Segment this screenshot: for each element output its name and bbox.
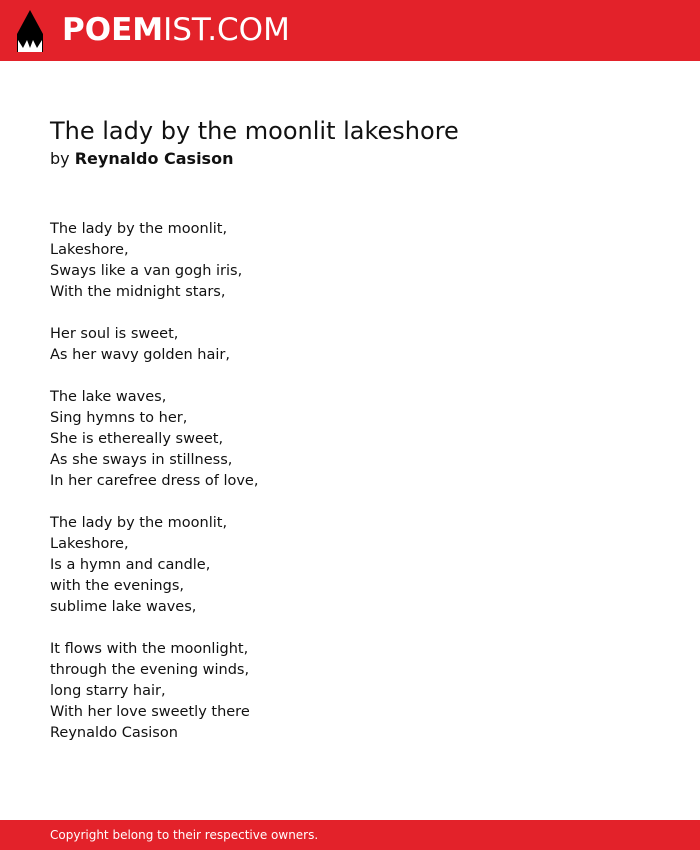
poem-title: The lady by the moonlit lakeshore: [50, 117, 459, 145]
poem-stanza: [50, 513, 258, 618]
poem-stanza: [50, 219, 258, 303]
brand-light-text: IST.COM: [163, 12, 290, 48]
poem-stanza: [50, 324, 258, 366]
site-logo[interactable]: [62, 12, 290, 48]
poem-line: The lady by the moonlit,: [50, 515, 228, 531]
poem-line: She is ethereally sweet,: [50, 431, 224, 447]
poem-line: long starry hair,: [50, 683, 166, 699]
poem-line: Her soul is sweet,: [50, 326, 179, 342]
author-name[interactable]: Reynaldo Casison: [74, 149, 234, 168]
poem-line: With the midnight stars,: [50, 284, 226, 300]
poem-line: Sing hymns to her,: [50, 410, 188, 426]
poem-line: It flows with the moonlight,: [50, 641, 249, 657]
poem-stanza: [50, 639, 258, 744]
poem-line: The lake waves,: [50, 389, 167, 405]
site-footer: [0, 820, 700, 850]
poem-line: Lakeshore,: [50, 536, 129, 552]
brand-bold-text: POEM: [62, 12, 164, 48]
poem-line: As she sways in stillness,: [50, 452, 233, 468]
poem-line: with the evenings,: [50, 578, 184, 594]
copyright-text: Copyright belong to their respective owners.: [50, 828, 319, 842]
poem-body: [50, 219, 258, 744]
poem-line: sublime lake waves,: [50, 599, 197, 615]
poem-line: Reynaldo Casison: [50, 725, 178, 741]
poem-stanza: [50, 387, 258, 492]
site-header: [0, 0, 700, 61]
poem-line: Is a hymn and candle,: [50, 557, 211, 573]
poem-line: In her carefree dress of love,: [50, 473, 259, 489]
by-label: by: [50, 149, 70, 168]
pencil-tip-icon[interactable]: [17, 10, 43, 52]
poem-line: through the evening winds,: [50, 662, 250, 678]
poem-line: Lakeshore,: [50, 242, 129, 258]
poem-line: As her wavy golden hair,: [50, 347, 230, 363]
poem-line: With her love sweetly there: [50, 704, 250, 720]
poem-byline: [50, 148, 233, 170]
poem-line: Sways like a van gogh iris,: [50, 263, 243, 279]
poem-line: The lady by the moonlit,: [50, 221, 228, 237]
